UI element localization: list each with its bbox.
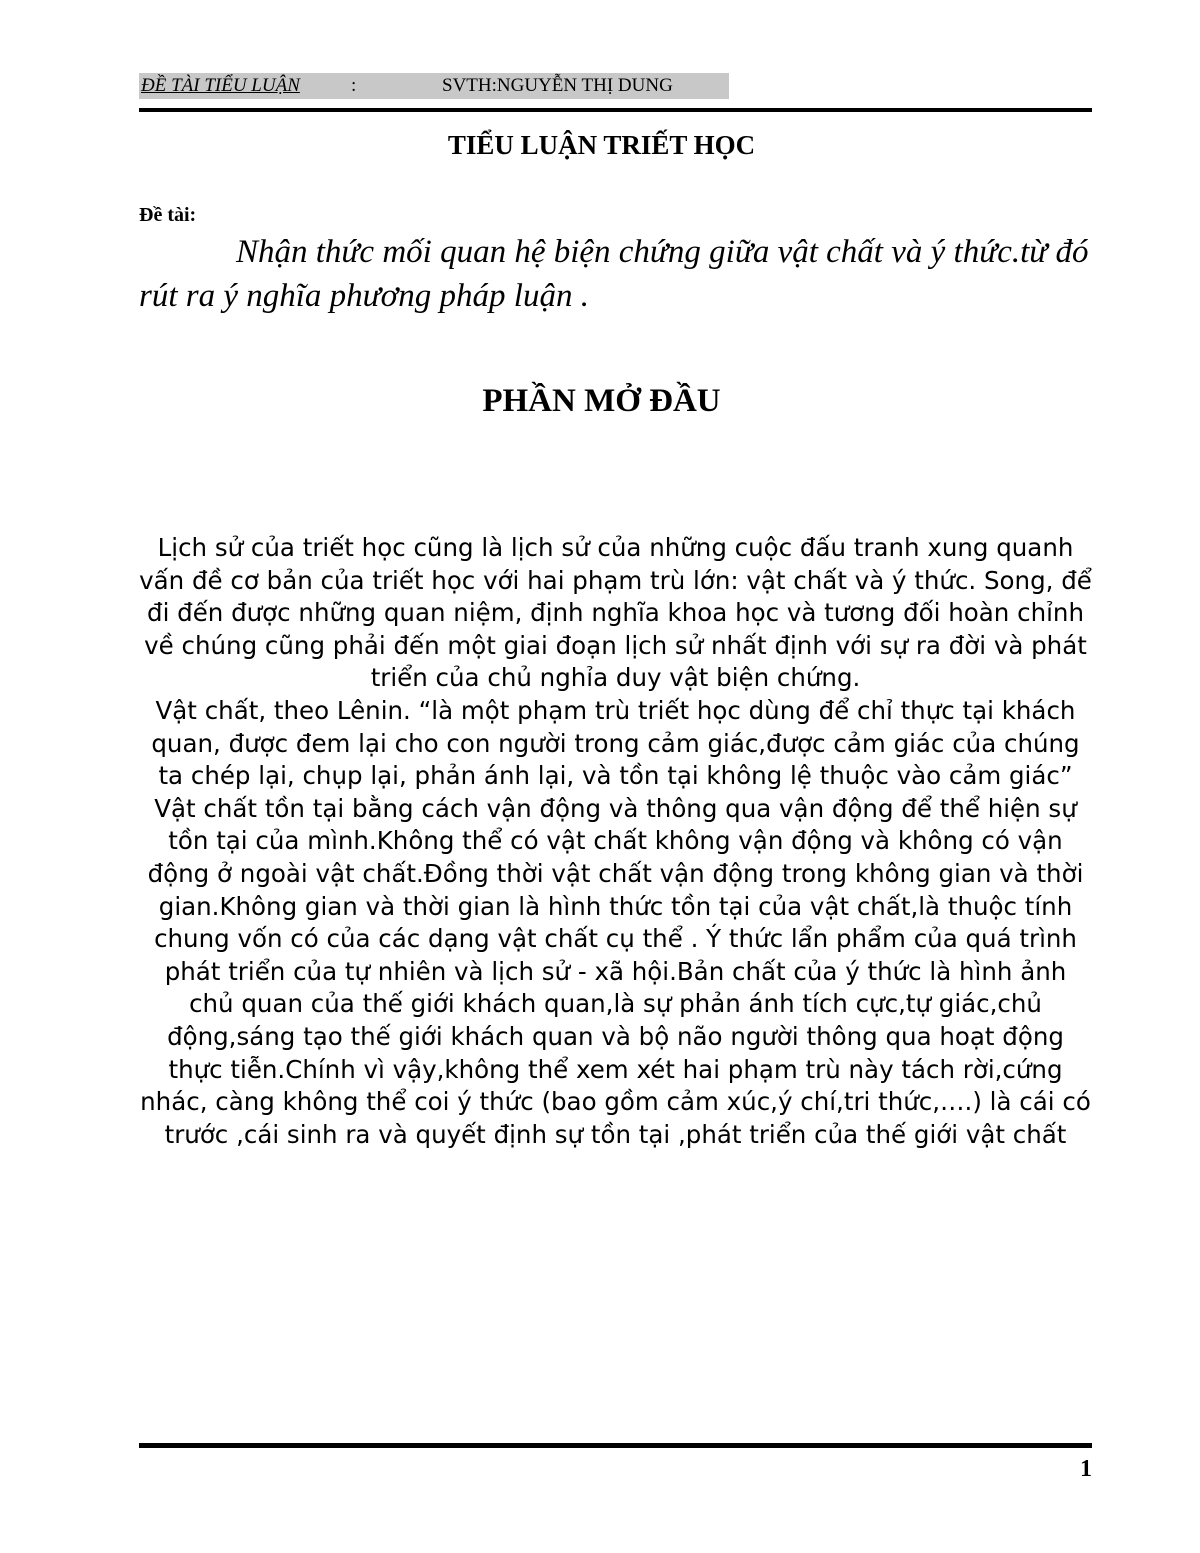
- document-header: [139, 73, 729, 99]
- body-text: [139, 532, 1092, 1151]
- paragraph: Vật chất tồn tại bằng cách vận động và thông qua vận động để thể hiện sự tồn tại của mình.Không thể có vật chất không vận động và không có vận động ở ngoài vật chất.Đồng thời vật chất vận động trong không gian và thời gian.Không gian và thời gian là hình thức tồn tại của vật chất,là thuộc tính chung vốn có của các dạng vật chất cụ thể . Ý thức lẩn phẩm của quá trình phát triển của tự nhiên và lịch sử - xã hội.Bản chất của ý thức là hình ảnh chủ quan của thế giới khách quan,là sự phản ánh tích cực,tự giác,chủ động,sáng tạo thế giới khách quan và bộ não người thông qua hoạt động thực tiễn.Chính vì vậy,không thể xem xét hai phạm trù này tách rời,cứng nhác, càng không thể coi ý thức (bao gồm cảm xúc,ý chí,tri thức,….) là cái có trước ,cái sinh ra và quyết định sự tồn tại ,phát triển của thế giới vật chất: [140, 793, 1091, 1149]
- page-number: 1: [1080, 1456, 1092, 1482]
- paragraph: Lịch sử của triết học cũng là lịch sử của những cuộc đấu tranh xung quanh vấn đề cơ bản của triết học với hai phạm trù lớn: vật chất và ý thức. Song, để đi đến được những quan niệm, định nghĩa khoa học và tương đối hoàn chỉnh về chúng cũng phải đến một giai đoạn lịch sử nhất định với sự ra đời và phát triển của chủ nghỉa duy vật biện chứng.: [139, 533, 1092, 693]
- header-colon: :: [351, 75, 357, 96]
- header-topic-label: ĐỀ TÀI TIỂU LUẬN: [141, 75, 300, 96]
- header-student-name: SVTH:NGUYỄN THỊ DUNG: [442, 75, 673, 96]
- topic-label: Đề tài:: [139, 204, 197, 226]
- section-title: PHẦN MỞ ĐẦU: [482, 383, 721, 419]
- document-title: TIỂU LUẬN TRIẾT HỌC: [447, 130, 756, 160]
- topic-text: Nhận thức mối quan hệ biện chứng giữa vật chất và ý thức.từ đó rút ra ý nghĩa phương pháp luận .: [139, 234, 1089, 314]
- header-rule: [139, 108, 1092, 112]
- paragraph: Vật chất, theo Lênin. “là một phạm trù triết học dùng để chỉ thực tại khách quan, được đem lại cho con người trong cảm giác,được cảm giác của chúng ta chép lại, chụp lại, phản ánh lại, và tồn tại không lệ thuộc vào cảm giác”: [151, 695, 1080, 791]
- footer-rule: [139, 1443, 1092, 1448]
